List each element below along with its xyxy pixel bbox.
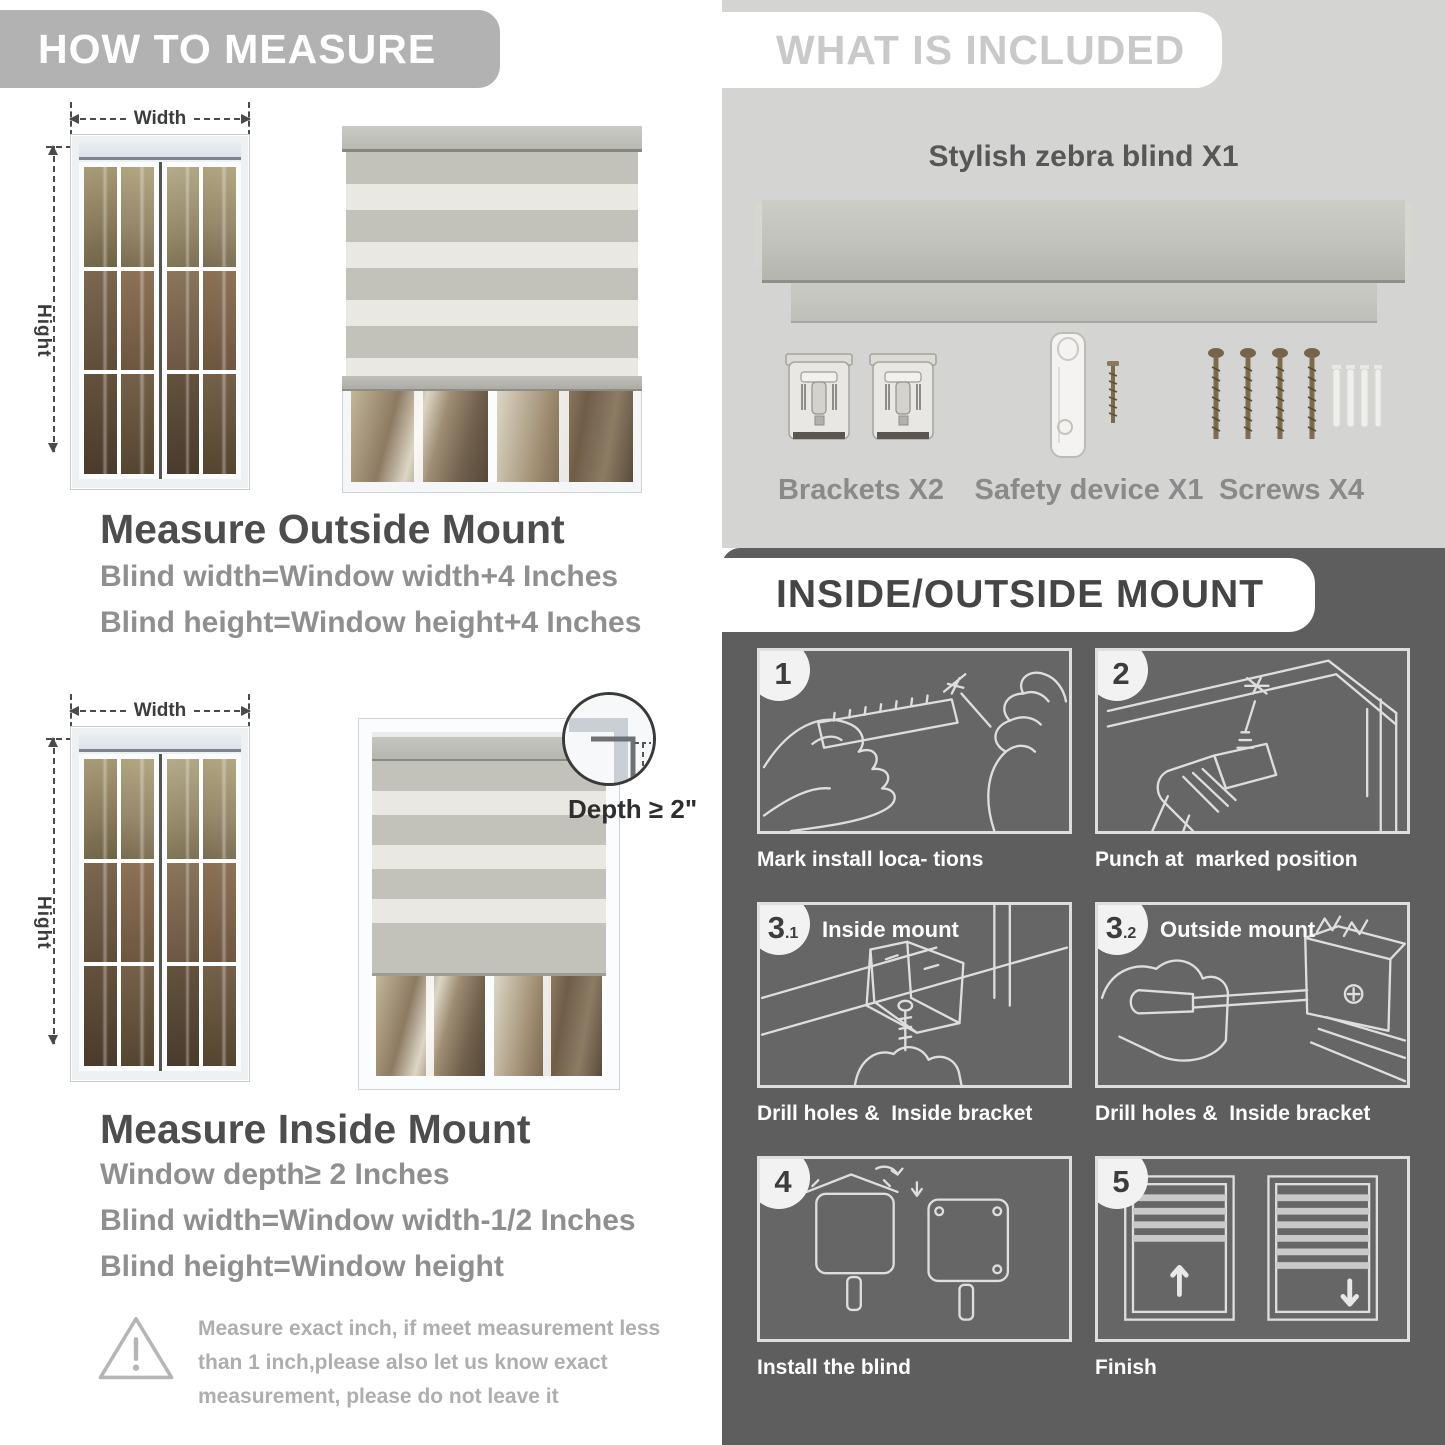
width-arrow [70, 700, 250, 722]
brackets-label: Brackets X2 [777, 474, 945, 506]
step-3-1 [757, 902, 1072, 1126]
outside-mount-figure [33, 104, 680, 496]
window-below-blind [372, 976, 606, 1076]
width-arrow [70, 108, 250, 130]
step-3-2-badge: 3 .2 [1095, 902, 1148, 955]
screws-icon [1202, 331, 1382, 463]
step-3-2-panel [1095, 902, 1410, 1088]
step-2-caption: Punch at marked position [1095, 848, 1358, 871]
inside-depth-rule: Window depth≥ 2 Inches [100, 1158, 450, 1191]
window-photo [70, 726, 250, 1082]
step-1-badge: 1 [757, 648, 810, 701]
what-is-included-title: WHAT IS INCLUDED [776, 26, 1186, 73]
window-below-blind [342, 391, 642, 493]
width-label: Width [133, 700, 187, 721]
safety-device-icon [1029, 331, 1149, 463]
step-1-panel [757, 648, 1072, 834]
headrail-cassette [762, 200, 1405, 283]
step-2-badge: 2 [1095, 648, 1148, 701]
step-3-2 [1095, 902, 1410, 1126]
mount-section-banner [722, 558, 1315, 632]
blind-item-title: Stylish zebra blind X1 [928, 140, 1239, 173]
step-3-1-panel [757, 902, 1072, 1088]
blind-fabric [372, 761, 606, 937]
width-tick-right [248, 102, 250, 136]
inside-width-formula: Blind width=Window width-1/2 Inches [100, 1204, 636, 1237]
window-photo [70, 134, 250, 490]
window-lintel [79, 141, 241, 160]
step-4-badge: 4 [757, 1156, 810, 1209]
bracket-icon [784, 347, 854, 447]
step-3-1-caption: Drill holes & Inside bracket [757, 1102, 1033, 1125]
window-door-right [162, 754, 242, 1071]
mount-instructions-section [722, 548, 1445, 1445]
safety-device-label: Safety device X1 [974, 474, 1204, 506]
screws-label: Screws X4 [1218, 474, 1365, 506]
what-is-included-section [722, 0, 1445, 548]
step-4-caption: Install the blind [757, 1356, 912, 1379]
blind-fabric [346, 152, 638, 376]
step-2 [1095, 648, 1410, 872]
step-5-badge: 5 [1095, 1156, 1148, 1209]
step-3-1-title: Inside mount [822, 917, 959, 942]
blind-cassette [342, 126, 642, 152]
step-1 [757, 648, 1072, 872]
bracket-icon [868, 347, 938, 447]
window-door-left [79, 754, 159, 1071]
height-arrow [42, 146, 66, 452]
mount-steps-grid [757, 648, 1410, 1428]
step-5-caption: Finish [1095, 1356, 1157, 1379]
inside-mount-figure [33, 692, 698, 1096]
inside-mount-heading: Measure Inside Mount [100, 1106, 531, 1152]
window-door-left [79, 162, 159, 479]
step-5 [1095, 1156, 1410, 1380]
window-door-right [162, 162, 242, 479]
step-4-panel [757, 1156, 1072, 1342]
step-3-2-caption: Drill holes & Inside bracket [1095, 1102, 1371, 1125]
included-item-screws [1184, 330, 1399, 507]
step-3-2-title: Outside mount [1160, 917, 1316, 942]
blind-bottom-rail [342, 376, 642, 391]
included-item-safety-device [974, 330, 1204, 507]
step-5-panel [1095, 1156, 1410, 1342]
height-label: Hight [33, 304, 54, 358]
blind-lower-band [372, 937, 606, 976]
step-4 [757, 1156, 1072, 1380]
depth-label: Depth ≥ 2" [568, 794, 698, 824]
step-2-panel [1095, 648, 1410, 834]
step-1-caption: Mark install loca- tions [757, 848, 984, 871]
how-to-measure-title: HOW TO MEASURE [38, 25, 437, 72]
height-arrow [42, 738, 66, 1044]
headrail-fabric-roll [791, 283, 1377, 323]
warning-triangle-icon [96, 1312, 176, 1386]
included-item-brackets [756, 330, 966, 507]
mount-section-title: INSIDE/OUTSIDE MOUNT [776, 573, 1265, 616]
height-label: Hight [33, 896, 54, 950]
anchors [1332, 365, 1382, 427]
measure-warning [96, 1312, 678, 1414]
what-is-included-banner [722, 12, 1222, 88]
zebra-blind-outside-mount [342, 126, 642, 493]
inside-height-formula: Blind height=Window height [100, 1250, 504, 1283]
step-3-1-badge: 3 .1 [757, 902, 810, 955]
how-to-measure-banner [0, 10, 500, 88]
zebra-blind-headrail [762, 200, 1405, 323]
outside-width-formula: Blind width=Window width+4 Inches [100, 560, 619, 593]
outside-height-formula: Blind height=Window height+4 Inches [100, 606, 642, 639]
outside-mount-heading: Measure Outside Mount [100, 506, 565, 552]
warning-text: Measure exact inch, if meet measurement less than 1 inch,please also let us know exact measurement, please do not leave it [198, 1317, 661, 1409]
depth-magnifier-icon [562, 692, 656, 786]
width-label: Width [133, 108, 187, 129]
